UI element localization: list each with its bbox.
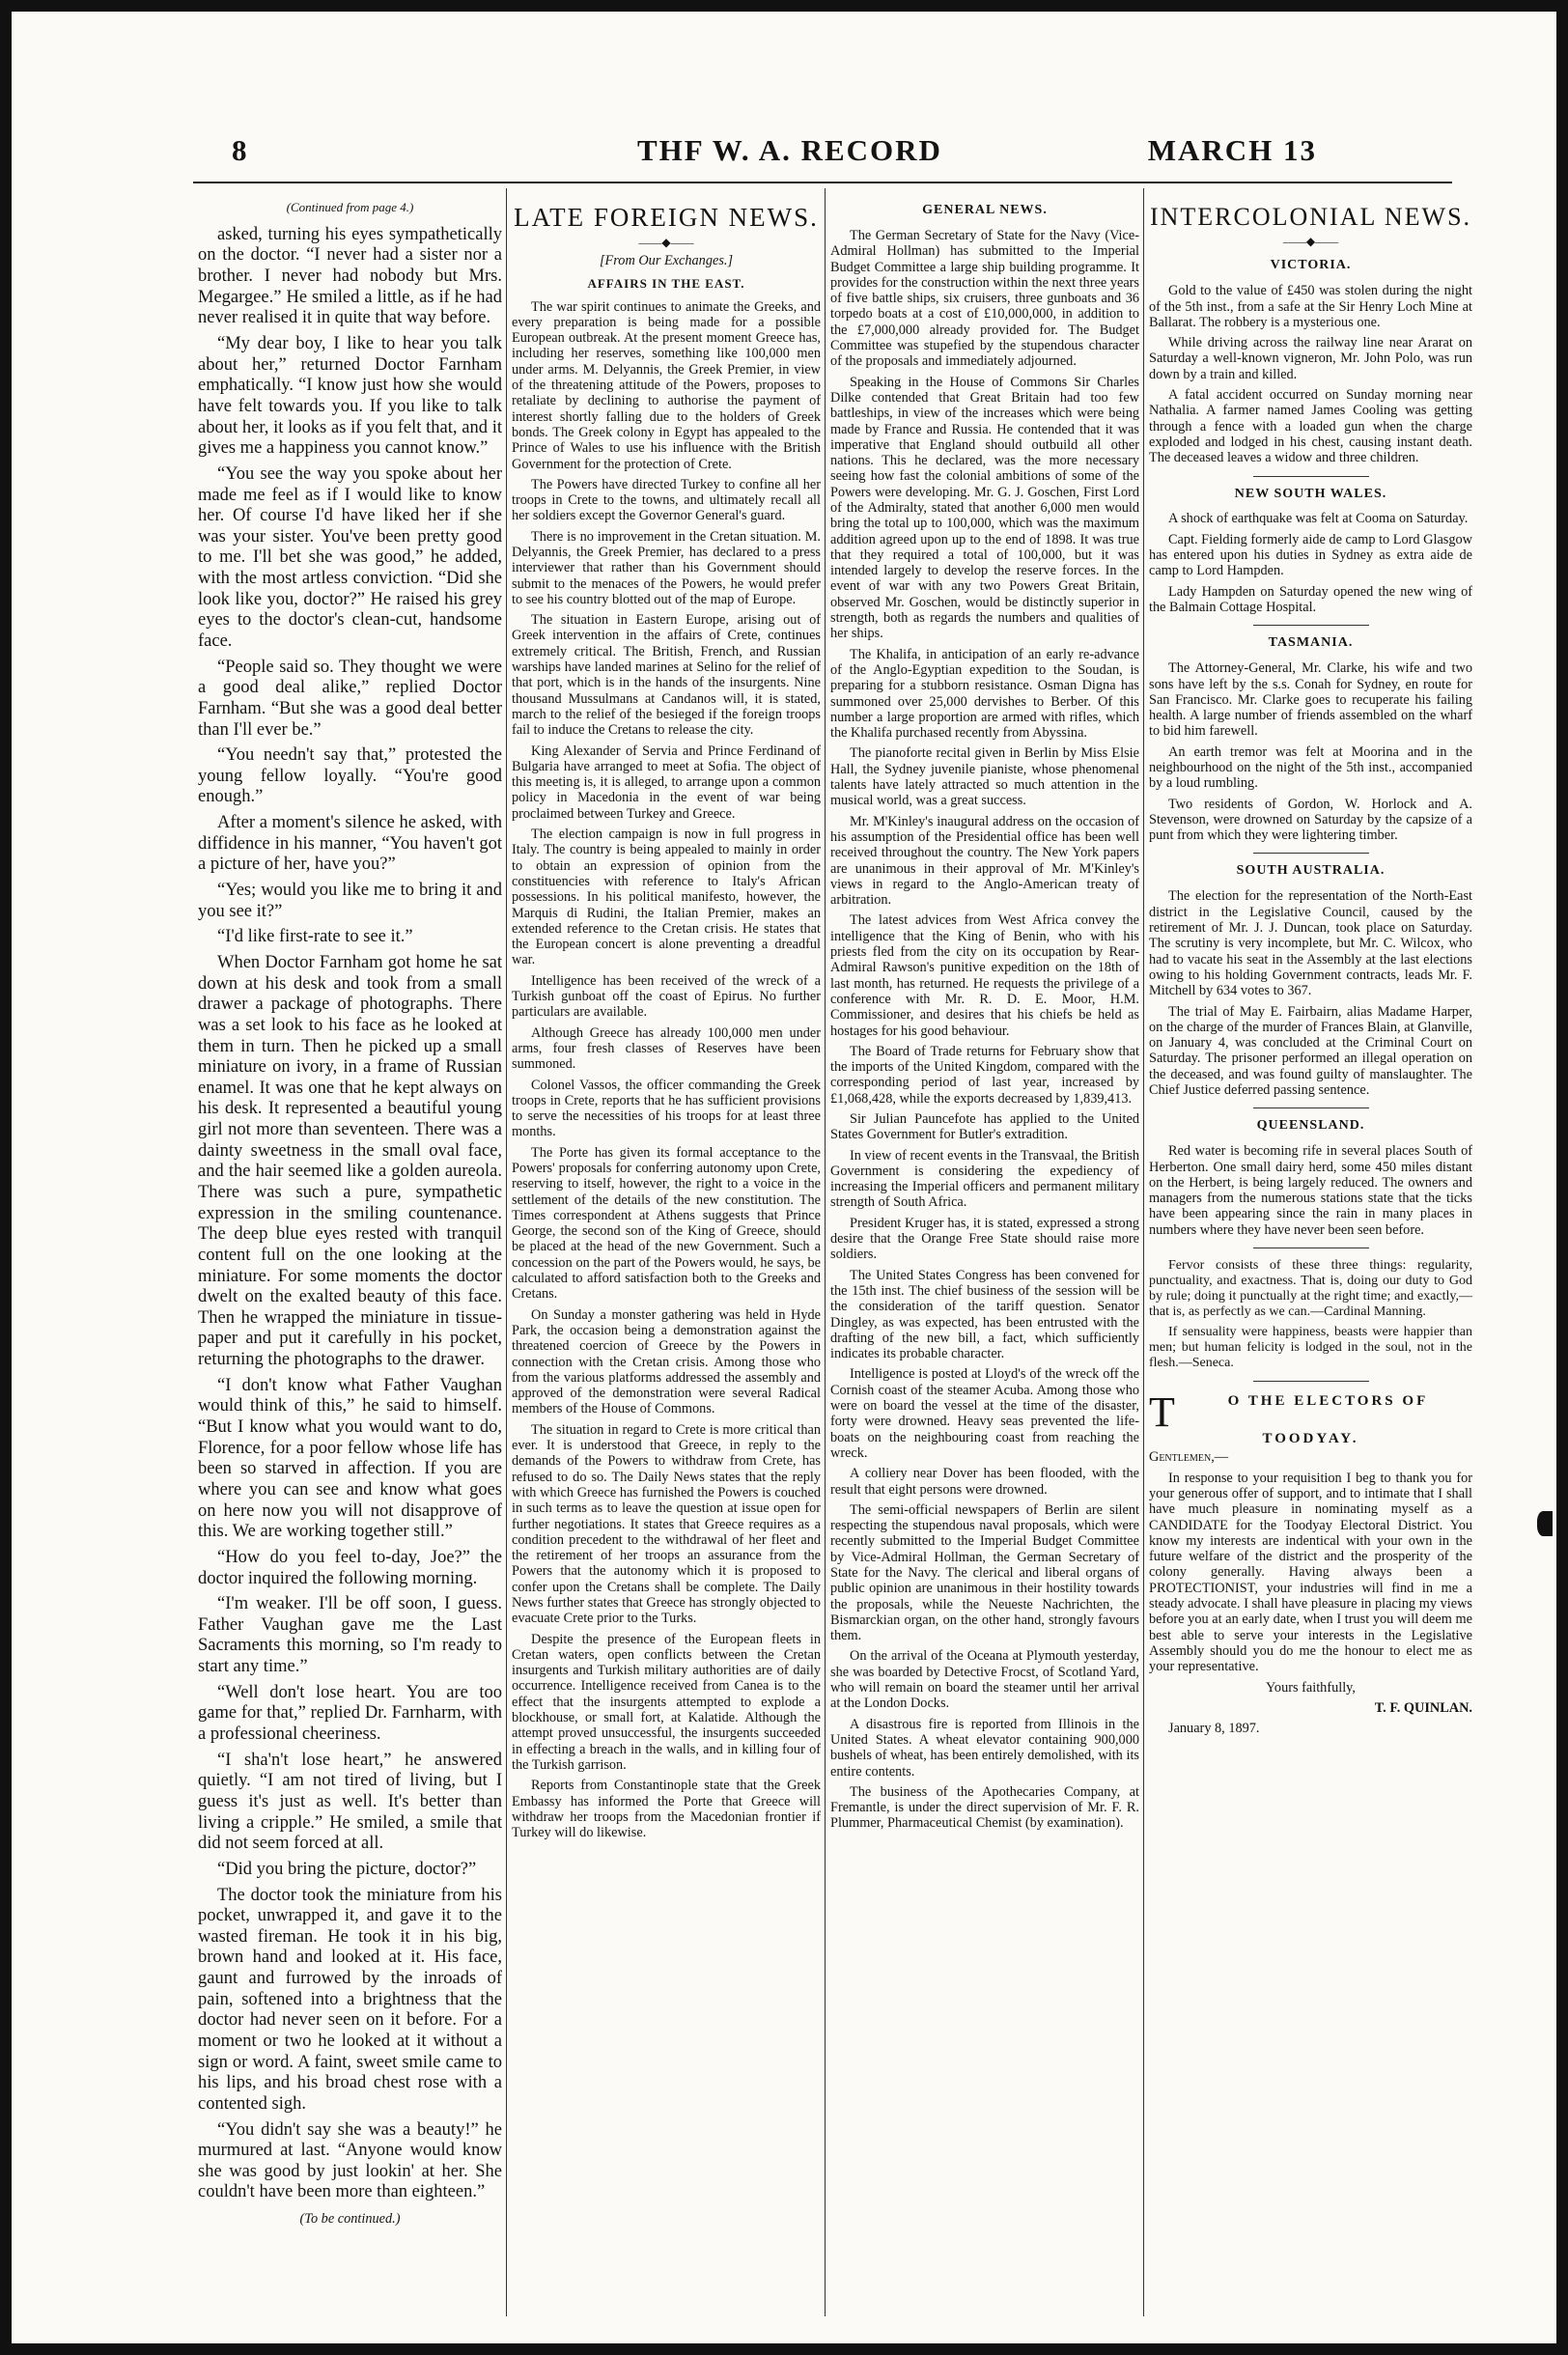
news-paragraph: The pianoforte recital given in Berlin by Miss Elsie Hall, the Sydney juvenile pianiste, whose phenomenal talents have lately attracted so much attention in the musical world, was a great success.	[830, 745, 1139, 809]
news-paragraph: The German Secretary of State for the Navy (Vice-Admiral Hollman) has submitted to the Imperial Budget Committee a large ship building programme. It provides for the construction within the next three years of five battle ships, six cruisers, three gunboats and 36 torpedo boats at a cost of £10,000,000, in addition to the £7,000,000 already provided for. The Budget Committee was stupefied by the stupendous character of the proposals and immediately adjourned.	[830, 227, 1139, 370]
news-paragraph: Despite the presence of the European fleets in Cretan waters, open conflicts between the Cretan insurgents and Turkish military authorities are of daily occurrence. Intelligence received from Canea is to the effect that the insurgents attempted to explode a blockhouse, or small fort, at Kalatide. Although the attempt proved unsuccessful, the insurgents succeeded in effecting a breach in the walls, and in killing four of the Turkish garrison.	[512, 1631, 821, 1773]
column-rule	[1143, 188, 1144, 2316]
header-rule	[193, 182, 1452, 183]
section-rule	[1253, 1381, 1369, 1382]
news-paragraph: Lady Hampden on Saturday opened the new wing of the Balmain Cottage Hospital.	[1149, 583, 1472, 615]
news-paragraph: On Sunday a monster gathering was held in Hyde Park, the occasion being a demonstration against the threatened coercion of Greece by the Powers in connection with the Cretan crisis. Among those who from the various platforms addressed the assembly and approved of the demonstration were several Radical members of the House of Commons.	[512, 1306, 821, 1417]
news-paragraph: A fatal accident occurred on Sunday morning near Nathalia. A farmer named James Cooling was getting through a fence with a loaded gun when the charge exploded and lodged in his chest, causing instant death. The deceased leaves a widow and three children.	[1149, 387, 1472, 466]
nsw-paragraphs	[1149, 511, 1472, 615]
news-paragraph: Although Greece has already 100,000 men under arms, four fresh classes of Reserves have been summoned.	[512, 1024, 821, 1073]
news-paragraph: The Powers have directed Turkey to confine all her troops in Crete to the towns, and ultimately recall all her soldiers except the Governor General's guard.	[512, 476, 821, 524]
ornament-rule: ——◆——	[1282, 234, 1339, 248]
story-paragraph: “I'd like first-rate to see it.”	[217, 927, 413, 947]
advert-place: TOODYAY.	[1262, 1431, 1359, 1447]
newspaper-title: THF W. A. RECORD	[637, 133, 942, 167]
tasmania-heading: TASMANIA.	[1268, 635, 1354, 651]
advert-body: In response to your requisition I beg to thank you for your generous offer of support, and to intimate that I shall have much pleasure in nominating myself as a CANDIDATE for the Toodyay Electoral District. You know my interests are indentical with your own in the future welfare of the district and the prosperity of the colony generally. Having always been a PROTECTIONIST, your industries will find in me a steady advocate. I shall have pleasure in placing my views before you at an early date, when I trust you will deem me best able to serve your interests in the Legislative Assembly should you do me the honour to elect me as your representative.	[1149, 1470, 1472, 1675]
news-paragraph: An earth tremor was felt at Moorina and in the neighbourhood on the night of the 5th inst., accompanied by a loud rumbling.	[1149, 743, 1472, 792]
electors-advertisement	[1149, 1388, 1472, 1737]
news-paragraph: The election for the representation of the North-East district in the Legislative Council, caused by the retirement of Mr. J. J. Duncan, took place on Saturday. The scrutiny is very incomplete, but Mr. C. Wilcox, who had to vacate his seat in the Assembly at the last elections owing to his holding Government contracts, leads Mr. F. Mitchell by 634 votes to 367.	[1149, 888, 1472, 999]
news-paragraph: King Alexander of Servia and Prince Ferdinand of Bulgaria have arranged to meet at Sofia. The object of this meeting is, it is alleged, to arrange upon a common policy in Macedonia in the event of war being proclaimed between Turkey and Greece.	[512, 743, 821, 822]
foreign-news-banner: LATE FOREIGN NEWS.	[514, 203, 819, 232]
story-paragraph: When Doctor Farnham got home he sat down at his desk and took from a small drawer a package of photographs. There was a set look to his face as he looked at them in turn. Then he picked up a small miniature on ivory, in a frame of Russian enamel. It was one that he kept always on his desk. It represented a beautiful young girl not more than seventeen. There was a dainty sweetness in the small oval face, and the hair seemed like a golden aureola. There was such a pure, sympathetic expression in the smiling countenance. The deep blue eyes rested with tranquil content full on the one looking at the miniature. For some moments the doctor dwelt on the exalted beauty of this face. Then he wrapped the miniature in tissue-paper and put it carefully in his pocket, returning the photographs to the drawer.	[198, 952, 502, 1370]
story-paragraph: “I sha'n't lose heart,” he answered quietly. “I am not tired of living, but I guess it's just as well. It's better than living a cripple.” He smiled, a smile that did not seem forced at all.	[198, 1750, 502, 1854]
news-paragraph: A colliery near Dover has been flooded, with the result that eight persons were drowned.	[830, 1466, 1139, 1498]
story-paragraph: “Well don't lose heart. You are too game for that,” replied Dr. Farnharm, with a professional cheeriness.	[198, 1682, 502, 1745]
section-rule	[1253, 1107, 1369, 1108]
south-australia-paragraphs	[1149, 888, 1472, 1098]
advert-drop-cap: T	[1149, 1388, 1178, 1436]
news-paragraph: Red water is becoming rife in several places South of Herberton. One small dairy herd, some 450 miles distant on the Herbert, is being largely reduced. The owners and managers from the numerous stations state that the ticks have been appearing since the rain in many places in numbers where they have never been seen before.	[1149, 1143, 1472, 1238]
news-paragraph: The Khalifa, in anticipation of an early re-advance of the Anglo-Egyptian expedition to the Soudan, is preparing for a stubborn resistance. Osman Digna has summoned over 25,000 dervishes to Berber. Of this number a large proportion are armed with rifles, which the Khalifa purchased recently from Abyssina.	[830, 646, 1139, 742]
news-paragraph: The situation in regard to Crete is more critical than ever. It is understood that Greece, in reply to the demands of the Powers to withdraw from Crete, has refused to do so. The Daily News states that the reply with which Greece has furnished the Powers is couched in such terms as to leave the question at issue open for further negotiations. It states that Greece requires as a condition precedent to the withdrawal of her fleet and the retirement of her troops an assurance from the Powers that the autonomy which it is proposed to confer upon the Cretans shall be complete. The Daily News further states that Greece has strongly objected to evacuate Crete prior to the Turks.	[512, 1421, 821, 1627]
news-paragraph: Sir Julian Pauncefote has applied to the United States Government for Butler's extradition.	[830, 1110, 1139, 1143]
news-paragraph: The semi-official newspapers of Berlin are silent respecting the stupendous naval proposals, which were recently submitted to the Imperial Budget Committee by Vice-Admiral Hollman, the German Secretary of State for the Navy. The clerical and liberal organs of public opinion are unanimous in their hostility towards the proposals, while the Neueste Nachrichten, the Bismarckian organ, on the other hand, strongly favours them.	[830, 1501, 1139, 1644]
news-paragraph: The situation in Eastern Europe, arising out of Greek intervention in the affairs of Crete, continues extremely critical. The British, French, and Russian warships have landed marines at Selino for the relief of that port, which is in the hands of the insurgents. Nine thousand Mussulmans at Candanos will, it is stated, march to the relief of the besieged if the foreign troops fail to induce the Cretans to release the city.	[512, 612, 821, 739]
story-paragraph: “My dear boy, I like to hear you talk about her,” returned Doctor Farnham emphatically. “I know just how she would have felt towards you. If you like to talk about her, it looks as if you felt that, and it gives me a happiness you cannot know.”	[198, 334, 502, 459]
news-paragraph: Colonel Vassos, the officer commanding the Greek troops in Crete, reports that he has sufficient provisions to serve the necessities of his troops for at least three months.	[512, 1077, 821, 1140]
story-paragraph: “I'm weaker. I'll be off soon, I guess. Father Vaughan gave me the Last Sacraments this morning, so I'm ready to start any time.”	[198, 1594, 502, 1677]
news-paragraph: The trial of May E. Fairbairn, alias Madame Harper, on the charge of the murder of Frances Blain, at Glanville, on January 4, was concluded at the Criminal Court on Saturday. The prisoner performed an illegal operation on the deceased, and was found guilty of manslaughter. The Chief Justice deferred passing sentence.	[1149, 1003, 1472, 1098]
general-news-column	[830, 193, 1139, 2316]
nsw-heading: NEW SOUTH WALES.	[1234, 486, 1387, 501]
general-news-heading: GENERAL NEWS.	[922, 203, 1048, 217]
news-paragraph: The Attorney-General, Mr. Clarke, his wife and two sons have left by the s.s. Conah for Sydney, en route for San Francisco. Mr. Clarke goes to recuperate his failing health. A large number of friends assembled on the wharf to bid him farewell.	[1149, 660, 1472, 740]
column-rule	[825, 188, 826, 2316]
news-paragraph: The war spirit continues to animate the Greeks, and every preparation is being made for a possible European outbreak. At the present moment Greece has, including her reserves, something like 100,000 men under arms. M. Delyannis, the Greek Premier, in view of the threatening attitude of the Powers, proposes to retaliate by declining to authorise the payment of interest shortly falling due to the holders of Greek bonds. The Greek colony in Egypt has appealed to the Prince of Wales to use his influence with the British Government for the protection of Crete.	[512, 298, 821, 472]
section-rule	[1253, 853, 1369, 854]
story-paragraph: The doctor took the miniature from his pocket, unwrapped it, and gave it to the wasted fireman. He took it in his big, brown hand and looked at it. His face, gaunt and furrowed by the inroads of pain, softened into a brightness that the doctor had never seen on it before. For a moment or two he looked at it without a sign or word. A faint, sweet smile came to his lips, and his broad chest rose with a contented sigh.	[198, 1885, 502, 2114]
news-paragraph: A disastrous fire is reported from Illinois in the United States. A wheat elevator containing 900,000 bushels of wheat, has been entirely demolished, with its entire contents.	[830, 1716, 1139, 1780]
story-paragraphs	[198, 225, 502, 2203]
story-paragraph: “How do you feel to-day, Joe?” the doctor inquired the following morning.	[198, 1547, 502, 1588]
news-paragraph: On the arrival of the Oceana at Plymouth yesterday, she was boarded by Detective Frocst, of Scotland Yard, who will remain on board the steamer until her arrival at the London Docks.	[830, 1648, 1139, 1712]
victoria-heading: VICTORIA.	[1270, 258, 1352, 273]
tasmania-paragraphs	[1149, 660, 1472, 843]
to-be-continued: (To be continued.)	[299, 2211, 401, 2228]
quote-manning: Fervor consists of these three things: regularity, punctuality, and exactness. That is, doing our duty to God by rule; doing it punctually at the right time; and exactly,—that is, as perfectly as we can.—Cardinal Manning.	[1149, 1258, 1472, 1319]
news-paragraph: Reports from Constantinople state that the Greek Embassy has informed the Porte that Greece will withdraw her troops from the Macedonian frontier if Turkey will do likewise.	[512, 1778, 821, 1841]
story-paragraph: “People said so. They thought we were a good deal alike,” replied Doctor Farnham. “But she was a good deal better than I'll ever be.”	[198, 657, 502, 740]
news-paragraph: The latest advices from West Africa convey the intelligence that the King of Benin, who with his priests fled from the city on its occupation by Rear-Admiral Rawson's punitive expedition on the 18th of last month, has returned. He requests the privilege of a conference with Mr. R. D. E. Moor, H.M. Commissioner, and desires that his chiefs be held as hostages for his good behaviour.	[830, 912, 1139, 1039]
news-paragraph: President Kruger has, it is stated, expressed a strong desire that the Orange Free State should raise more soldiers.	[830, 1215, 1139, 1263]
news-paragraph: The United States Congress has been convened for the 15th inst. The chief business of the session will be the consideration of the tariff question. Senator Dingley, as was expected, has been entrusted with the drafting of the new bill, a fact, which sufficiently indicates its probable character.	[830, 1267, 1139, 1362]
news-paragraph: Speaking in the House of Commons Sir Charles Dilke contended that Great Britain had too few battleships, in view of the increases which were being made by France and Russia. He contended that it was imperative that England should outbuild all other nations. This he declared, was the more necessary seeing how fast the colonial ambitions of some of the Powers were developing. Mr. G. J. Goschen, First Lord of the Admiralty, stated that another 6,000 men would bring the total up to 100,000, which was the maximum addition agreed upon up to the end of 1898. It was true that they required a total of 100,000, but it was intended largely to develop the reserve forces. In the event of war with any two Powers Great Britain, observed Mr. Goschen, would be distinctly superior in strength, both as regards the numbers and qualities of her ships.	[830, 374, 1139, 642]
queensland-heading: QUEENSLAND.	[1256, 1118, 1365, 1134]
story-paragraph: asked, turning his eyes sympathetically on the doctor. “I never had a sister nor a brother. I never had nobody but Mrs. Megargee.” He smiled a little, as if he had never realised it in quite that way before.	[198, 224, 502, 328]
story-paragraph: “You didn't say she was a beauty!” he murmured at last. “Anyone would know she was good by just lookin' at her. She couldn't have been more than eighteen.”	[198, 2119, 502, 2202]
general-news-paragraphs	[830, 228, 1139, 1832]
affairs-east-heading: AFFAIRS IN THE EAST.	[587, 275, 745, 291]
masthead	[232, 133, 1375, 172]
continued-note: (Continued from page 4.)	[286, 200, 414, 214]
story-paragraph: “Yes; would you like me to bring it and you see it?”	[198, 881, 502, 921]
advert-title	[1149, 1388, 1472, 1436]
column-rule	[506, 188, 507, 2316]
issue-date: MARCH 13	[1147, 133, 1317, 167]
foreign-news-column	[512, 193, 821, 2316]
victoria-paragraphs	[1149, 283, 1472, 465]
advert-signature: T. F. QUINLAN.	[1374, 1699, 1472, 1716]
intercolonial-banner: INTERCOLONIAL NEWS.	[1149, 203, 1472, 231]
foreign-news-paragraphs	[512, 299, 821, 1841]
ornament-rule: ——◆——	[638, 235, 694, 249]
story-paragraph: After a moment's silence he asked, with diffidence in his manner, “You haven't got a picture of her, have you?”	[198, 813, 502, 875]
story-paragraph: “You needn't say that,” protested the young fellow loyally. “You're good enough.”	[198, 745, 502, 807]
news-paragraph: There is no improvement in the Cretan situation. M. Delyannis, the Greek Premier, has declared to a press interviewer that rather than his Government should submit to the menaces of the Powers, he would prefer to see his country blotted out of the map of Europe.	[512, 528, 821, 607]
news-paragraph: The Board of Trade returns for February show that the imports of the United Kingdom, compared with the corresponding period of last year, increased by £1,068,428, while the exports decreased by 1,839,413.	[830, 1043, 1139, 1107]
source-note: [From Our Exchanges.]	[599, 253, 734, 269]
advert-salutation: Gentlemen,—	[1149, 1449, 1229, 1466]
news-paragraph: Intelligence has been received of the wreck of a Turkish gunboat off the coast of Epirus. No further particulars are available.	[512, 972, 821, 1021]
queensland-paragraphs	[1149, 1143, 1472, 1238]
news-paragraph: In view of recent events in the Transvaal, the British Government is considering the expediency of increasing the Imperial officers and permanent military strength of South Africa.	[830, 1147, 1139, 1211]
story-paragraph: “Did you bring the picture, doctor?”	[217, 1859, 477, 1879]
advert-date: January 8, 1897.	[1168, 1721, 1260, 1737]
advert-title-rest: O THE ELECTORS OF	[1227, 1392, 1429, 1409]
page-number: 8	[232, 133, 249, 167]
news-paragraph: Capt. Fielding formerly aide de camp to Lord Glasgow has entered upon his duties in Sydney as extra aide de camp to Lord Hampden.	[1149, 531, 1472, 579]
south-australia-heading: SOUTH AUSTRALIA.	[1236, 863, 1386, 879]
news-paragraph: Intelligence is posted at Lloyd's of the wreck off the Cornish coast of the steamer Acuba. Among those who were on board the vessel at the time of the disaster, forty were drowned. Heavy seas prevented the life-boats on the neighbouring coast from reaching the wreck.	[830, 1366, 1139, 1461]
story-paragraph: “I don't know what Father Vaughan would think of this,” he said to himself. “But I know what you would want to do, Florence, for a poor fellow whose life has been so starved in affection. If you are where you can see and know what goes on here now you will not disapprove of this. We are working together still.”	[198, 1375, 502, 1542]
advert-closing: Yours faithfully,	[1266, 1679, 1356, 1696]
news-paragraph: A shock of earthquake was felt at Cooma on Saturday.	[1168, 511, 1469, 527]
news-paragraph: While driving across the railway line near Ararat on Saturday a well-known vigneron, Mr. John Polo, was run down by a train and killed.	[1149, 335, 1472, 382]
section-rule	[1253, 625, 1369, 626]
news-paragraph: The Porte has given its formal acceptance to the Powers' proposals for conferring autonomy upon Crete, reserving to itself, however, the right to a voice in the settlement of the details of the new constitution. The Times correspondent at Athens suggests that Prince George, the second son of the King of Greece, should be placed at the head of the new Government. Such a concession on the part of the Powers would, he says, be calculated to afford satisfaction both to the Greeks and Cretans.	[512, 1144, 821, 1303]
intercolonial-news-column	[1149, 193, 1472, 2316]
margin-mark	[1537, 1511, 1553, 1536]
news-paragraph: The election campaign is now in full progress in Italy. The country is being appealed to mainly in order to obtain an expression of opinion from the constituencies with reference to Italy's African possessions. In his political manifesto, however, the Marquis di Rudini, the Italian Premier, makes an extended reference to the Cretan crisis. He states that the European concert is alone preventing a dreadful war.	[512, 827, 821, 968]
news-paragraph: The business of the Apothecaries Company, at Fremantle, is under the direct supervision of Mr. F. R. Plummer, Pharmaceutical Chemist (by examination).	[830, 1783, 1139, 1832]
news-paragraph: Two residents of Gordon, W. Horlock and A. Stevenson, were drowned on Saturday by the capsize of a punt from which they were lightering timber.	[1149, 796, 1472, 844]
story-paragraph: “You see the way you spoke about her made me feel as if I would like to know her. Of course I'd have liked her if she was your sister. You've been pretty good to me. I'll bet she was good,” he added, with the most artless conviction. “Did she look like you, doctor?” He raised his grey eyes to the doctor's clean-cut, handsome face.	[198, 463, 502, 651]
news-paragraph: Mr. M'Kinley's inaugural address on the occasion of his assumption of the Presidential office has been well received throughout the country. The New York papers are unanimous in their approval of Mr. M'Kinley's views in regard to the Anglo-American treaty of arbitration.	[830, 813, 1139, 909]
news-paragraph: Gold to the value of £450 was stolen during the night of the 5th inst., from a safe at the Sir Henry Loch Mine at Ballarat. The robbery is a mysterious one.	[1149, 283, 1472, 330]
serial-story-column	[198, 193, 502, 2316]
section-rule	[1253, 476, 1369, 477]
quote-seneca: If sensuality were happiness, beasts were happier than men; but human felicity is lodged in the soul, not in the flesh.—Seneca.	[1149, 1324, 1472, 1370]
